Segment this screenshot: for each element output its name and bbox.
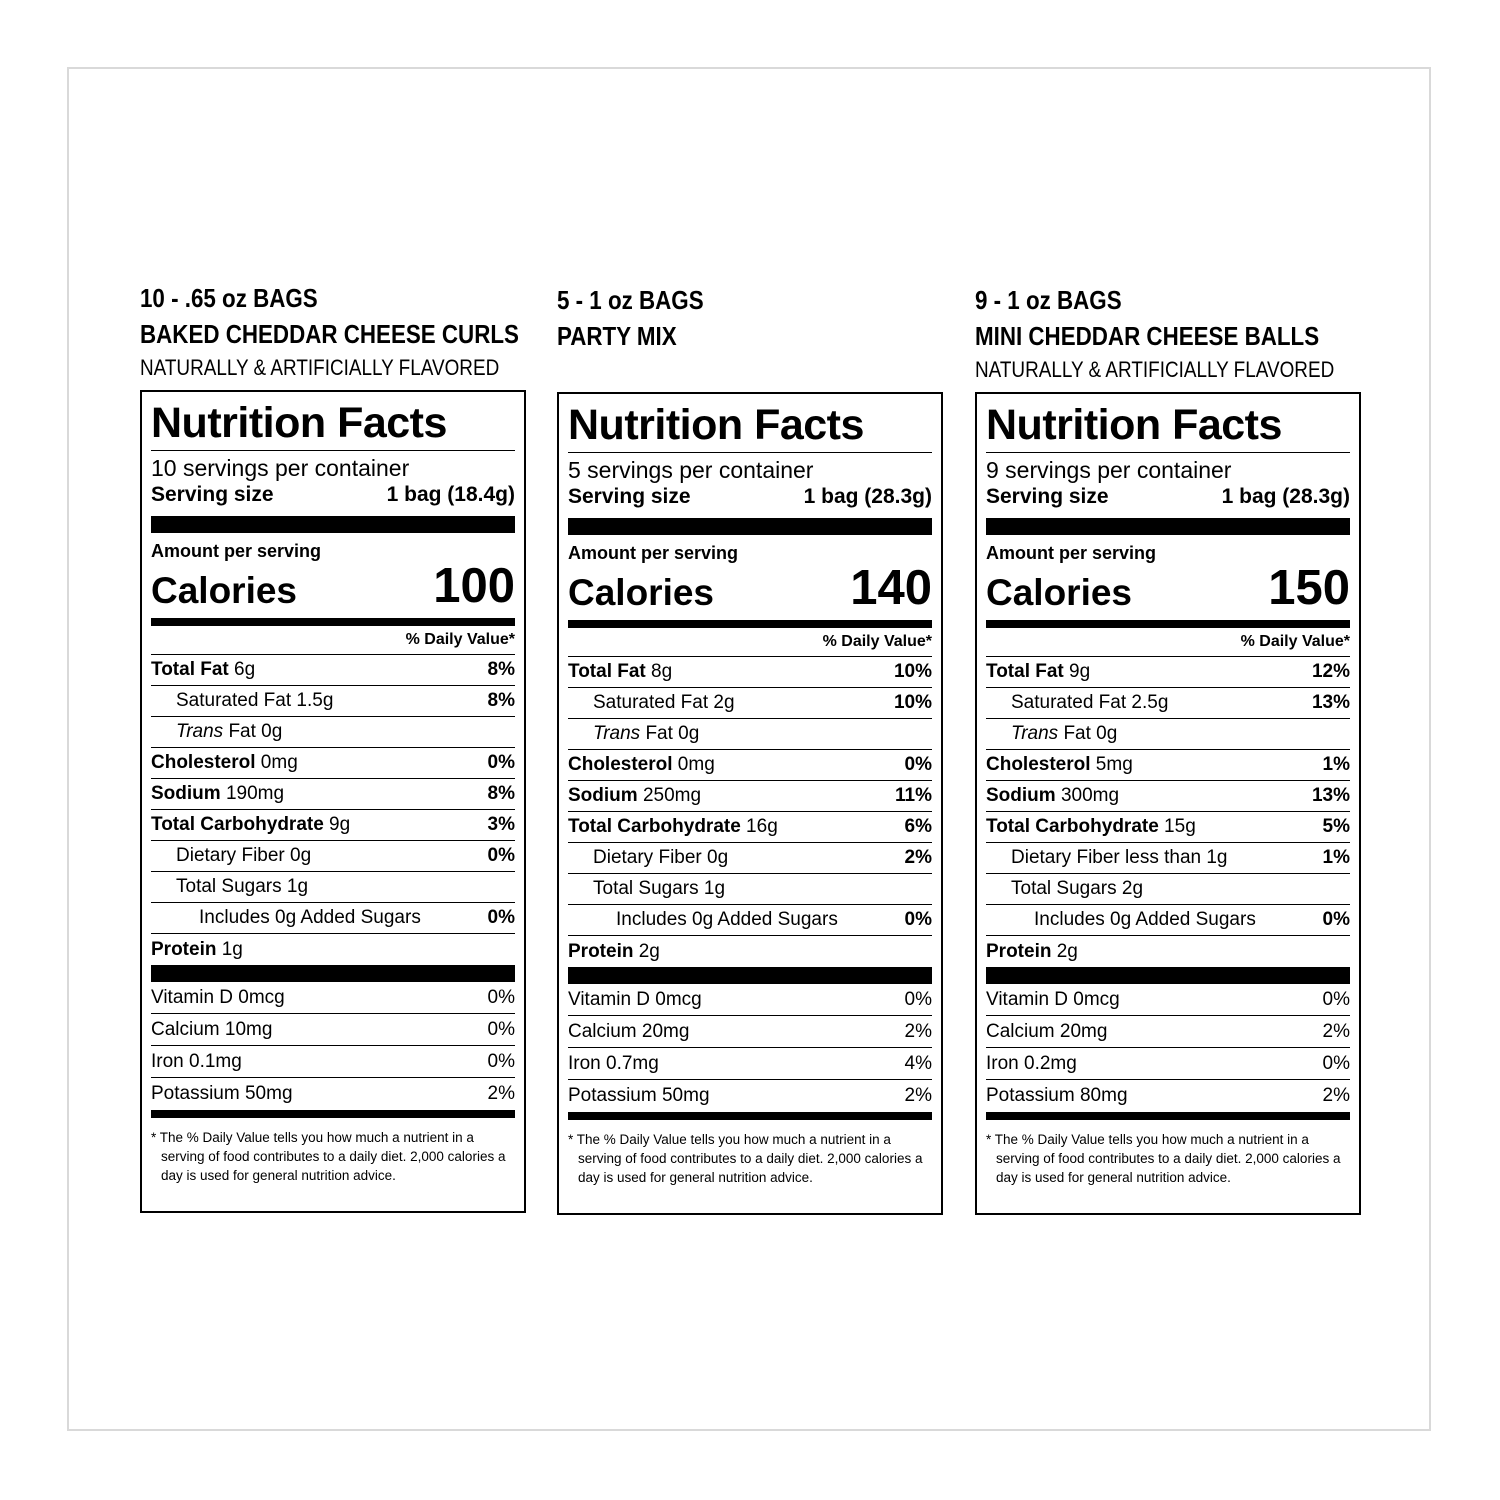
nutrient-amount: Fat 0g [223, 721, 283, 742]
nutrient-row-saturated-fat [986, 688, 1350, 719]
serving-size-row [151, 482, 515, 508]
flavor-note: NATURALLY & ARTIFICIALLY FLAVORED [140, 355, 500, 380]
nutrient-italic: Trans [1011, 723, 1059, 744]
nutrient-row-dietary-fiber [986, 843, 1350, 874]
vitamin-percent: 2% [1322, 1085, 1350, 1106]
nutrient-percent: 8% [487, 783, 515, 804]
nutrient-name [151, 939, 243, 961]
vitamin-name: Iron 0.2mg [986, 1052, 1077, 1074]
nutrient-name [1011, 847, 1228, 869]
calories-value: 150 [1268, 561, 1350, 615]
vitamin-name: Vitamin D 0mcg [151, 986, 285, 1008]
vitamin-row-potassium [986, 1080, 1350, 1112]
nutrient-amount: 0mg [672, 754, 715, 775]
nutrient-name [176, 876, 308, 898]
nutrient-italic: Trans [593, 723, 641, 744]
nutrient-amount: Saturated Fat 1.5g [176, 690, 334, 711]
vitamin-percent: 2% [1322, 1020, 1350, 1042]
vitamin-row-vitamin-d [151, 982, 515, 1014]
nutrient-row-trans-fat [986, 719, 1350, 750]
serving-size-value: 1 bag (28.3g) [1221, 485, 1350, 508]
vitamin-percent: 0% [1322, 988, 1350, 1010]
vitamin-name: Vitamin D 0mcg [986, 988, 1120, 1010]
vitamin-name: Vitamin D 0mcg [568, 988, 702, 1010]
nutrient-amount: 300mg [1055, 785, 1120, 806]
divider [151, 450, 515, 451]
medium-divider [151, 618, 515, 626]
vitamin-percent: 0% [487, 1018, 515, 1040]
nutrition-label [140, 390, 526, 1213]
nutrient-row-cholesterol [986, 750, 1350, 781]
nutrient-amount: Dietary Fiber 0g [593, 847, 729, 868]
nutrient-row-dietary-fiber [568, 843, 932, 874]
nutrient-name [568, 816, 778, 838]
bag-count: 9 - 1 oz BAGS [975, 285, 1122, 315]
vitamin-row-vitamin-d [986, 984, 1350, 1016]
vitamin-name: Iron 0.1mg [151, 1050, 242, 1072]
nutrient-row-total-sugars [151, 872, 515, 903]
product-name: BAKED CHEDDAR CHEESE CURLS [140, 319, 519, 349]
nutrient-percent: 8% [487, 690, 515, 711]
divider [568, 452, 932, 453]
vitamin-row-calcium [568, 1016, 932, 1048]
vitamin-name: Potassium 80mg [986, 1085, 1128, 1106]
nutrient-row-added-sugars [568, 905, 932, 936]
product-cheese-curls [140, 280, 540, 1183]
nutrient-name [568, 661, 672, 683]
vitamin-percent: 0% [904, 988, 932, 1010]
nutrient-name [986, 785, 1119, 807]
nutrient-bold: Total Carbohydrate [568, 816, 741, 837]
nutrient-name [568, 785, 701, 807]
nutrient-percent: 0% [487, 845, 515, 866]
nutrient-percent: 13% [1311, 785, 1350, 806]
vitamin-percent: 0% [487, 1050, 515, 1072]
flavor-note: NATURALLY & ARTIFICIALLY FLAVORED [975, 357, 1335, 382]
nutrient-percent: 5% [1322, 816, 1350, 837]
product-name: PARTY MIX [557, 321, 677, 351]
nutrient-name [151, 752, 298, 774]
bag-count: 10 - .65 oz BAGS [140, 283, 318, 313]
nutrient-row-total-fat [151, 655, 515, 686]
nutrient-percent: 2% [904, 847, 932, 868]
nutrient-row-total-sugars [986, 874, 1350, 905]
nutrient-percent: 1% [1322, 847, 1350, 868]
nutrient-amount: 9g [323, 814, 351, 835]
divider [986, 452, 1350, 453]
nutrient-row-total-sugars [568, 874, 932, 905]
nutrient-row-total-fat [568, 657, 932, 688]
calories-label: Calories [151, 570, 298, 611]
nutrient-name [593, 692, 735, 714]
nutrition-facts-title: Nutrition Facts [151, 399, 447, 447]
vitamin-row-vitamin-d [568, 984, 932, 1016]
nutrition-facts-title: Nutrition Facts [986, 401, 1282, 449]
daily-value-header: % Daily Value* [986, 628, 1350, 657]
nutrient-amount: Total Sugars 2g [1011, 878, 1144, 899]
bag-count: 5 - 1 oz BAGS [557, 285, 704, 315]
nutrient-name [986, 816, 1196, 838]
nutrient-name [593, 847, 728, 869]
nutrient-row-saturated-fat [151, 686, 515, 717]
nutrient-name [199, 907, 421, 929]
nutrient-bold: Total Fat [568, 661, 646, 682]
nutrient-percent: 11% [895, 785, 932, 806]
vitamin-percent: 2% [904, 1020, 932, 1042]
serving-size-value: 1 bag (18.4g) [386, 483, 515, 506]
nutrient-percent: 10% [893, 692, 932, 713]
nutrient-name [176, 845, 311, 867]
medium-divider [151, 1110, 515, 1118]
thick-divider [568, 967, 932, 984]
nutrient-percent: 8% [487, 659, 515, 680]
nutrient-bold: Sodium [986, 785, 1056, 806]
nutrient-name [986, 754, 1133, 776]
vitamin-name: Calcium 20mg [568, 1020, 690, 1042]
nutrient-percent: 12% [1311, 661, 1350, 682]
nutrient-name [151, 659, 255, 681]
nutrient-amount: 250mg [637, 785, 702, 806]
nutrient-name [176, 690, 333, 712]
nutrient-percent: 0% [487, 907, 515, 928]
medium-divider [986, 1112, 1350, 1120]
vitamin-name: Calcium 20mg [986, 1020, 1108, 1042]
nutrient-amount: 15g [1158, 816, 1196, 837]
serving-size-row [568, 484, 932, 510]
nutrient-bold: Protein [151, 938, 217, 960]
nutrient-amount: 8g [645, 661, 673, 682]
vitamin-percent: 0% [1322, 1052, 1350, 1074]
nutrient-amount: Includes 0g Added Sugars [616, 909, 838, 930]
nutrient-amount: 5mg [1090, 754, 1133, 775]
daily-value-header: % Daily Value* [568, 628, 932, 657]
nutrient-row-protein [986, 936, 1350, 967]
vitamin-row-iron [151, 1046, 515, 1078]
vitamin-percent: 2% [487, 1083, 515, 1104]
flavor-note [557, 354, 901, 386]
thick-divider [151, 965, 515, 982]
nutrient-row-sodium [568, 781, 932, 812]
nutrient-row-total-carbohydrate [986, 812, 1350, 843]
calories-label: Calories [986, 572, 1133, 613]
nutrient-italic: Trans [176, 721, 224, 742]
nutrient-name [1011, 723, 1117, 745]
nutrient-bold: Sodium [151, 783, 221, 804]
nutrient-amount: 2g [633, 940, 660, 962]
nutrient-percent: 6% [904, 816, 932, 837]
nutrition-label [975, 392, 1361, 1215]
nutrient-percent: 0% [904, 754, 932, 775]
nutrient-row-trans-fat [568, 719, 932, 750]
amount-per-serving: Amount per serving [151, 541, 322, 561]
nutrient-row-protein [568, 936, 932, 967]
nutrient-amount: Fat 0g [1058, 723, 1118, 744]
nutrient-name [1034, 909, 1256, 931]
nutrient-bold: Total Carbohydrate [151, 814, 324, 835]
nutrient-row-dietary-fiber [151, 841, 515, 872]
thick-divider [151, 516, 515, 533]
nutrient-name [1011, 692, 1168, 714]
servings-per-container: 10 servings per container [151, 455, 410, 481]
nutrient-amount: 16g [740, 816, 778, 837]
daily-value-header: % Daily Value* [151, 626, 515, 655]
serving-size-row [986, 484, 1350, 510]
nutrient-bold: Sodium [568, 785, 638, 806]
nutrient-name [568, 941, 660, 963]
nutrient-bold: Total Carbohydrate [986, 816, 1159, 837]
nutrient-row-added-sugars [151, 903, 515, 934]
nutrient-name [593, 878, 725, 900]
nutrient-name [986, 941, 1078, 963]
nutrient-percent: 3% [487, 814, 515, 835]
vitamin-percent: 0% [487, 986, 515, 1008]
nutrient-bold: Cholesterol [151, 752, 256, 773]
nutrition-label [557, 392, 943, 1215]
calories-label: Calories [568, 572, 715, 613]
vitamin-percent: 2% [904, 1085, 932, 1106]
nutrient-bold: Protein [568, 940, 634, 962]
nutrient-name [151, 814, 350, 836]
nutrient-percent: 0% [487, 752, 515, 773]
nutrient-name [1011, 878, 1143, 900]
nutrient-name [616, 909, 838, 931]
nutrient-row-total-carbohydrate [568, 812, 932, 843]
nutrient-amount: 6g [228, 659, 256, 680]
thick-divider [986, 967, 1350, 984]
medium-divider [568, 620, 932, 628]
nutrient-row-protein [151, 934, 515, 965]
nutrient-amount: Dietary Fiber 0g [176, 845, 312, 866]
servings-per-container: 9 servings per container [986, 457, 1232, 483]
nutrient-amount: 9g [1063, 661, 1091, 682]
serving-size-value: 1 bag (28.3g) [803, 485, 932, 508]
medium-divider [568, 1112, 932, 1120]
nutrient-amount: Dietary Fiber less than 1g [1011, 847, 1228, 868]
nutrient-row-sodium [151, 779, 515, 810]
nutrient-row-cholesterol [151, 748, 515, 779]
vitamin-name: Calcium 10mg [151, 1018, 273, 1040]
vitamin-percent: 4% [904, 1052, 932, 1074]
nutrient-percent: 1% [1322, 754, 1350, 775]
medium-divider [986, 620, 1350, 628]
vitamin-row-calcium [151, 1014, 515, 1046]
nutrient-amount: Total Sugars 1g [593, 878, 726, 899]
nutrient-name [151, 783, 284, 805]
nutrient-bold: Cholesterol [986, 754, 1091, 775]
nutrient-amount: 1g [216, 938, 243, 960]
nutrient-amount: Saturated Fat 2g [593, 692, 735, 713]
nutrient-row-total-fat [986, 657, 1350, 688]
vitamin-row-calcium [986, 1016, 1350, 1048]
vitamin-row-potassium [151, 1078, 515, 1110]
nutrient-bold: Total Fat [986, 661, 1064, 682]
nutrient-amount: 2g [1051, 940, 1078, 962]
nutrient-amount: Saturated Fat 2.5g [1011, 692, 1169, 713]
nutrient-percent: 13% [1311, 692, 1350, 713]
nutrition-facts-title: Nutrition Facts [568, 401, 864, 449]
nutrient-amount: 190mg [220, 783, 285, 804]
calories-row [986, 561, 1350, 615]
product-name: MINI CHEDDAR CHEESE BALLS [975, 321, 1320, 351]
vitamin-name: Iron 0.7mg [568, 1052, 659, 1074]
nutrient-name [986, 661, 1090, 683]
nutrient-bold: Cholesterol [568, 754, 673, 775]
nutrient-amount: Includes 0g Added Sugars [199, 907, 421, 928]
nutrient-bold: Protein [986, 940, 1052, 962]
servings-per-container: 5 servings per container [568, 457, 814, 483]
daily-value-footnote: * The % Daily Value tells you how much a nutrient in a serving of food contributes to a daily diet. 2,000 calories a day is used for general nutrition advice. [986, 1132, 1341, 1185]
daily-value-footnote: * The % Daily Value tells you how much a nutrient in a serving of food contributes to a daily diet. 2,000 calories a day is used for general nutrition advice. [568, 1132, 923, 1185]
nutrient-name [568, 754, 715, 776]
calories-value: 100 [433, 559, 515, 613]
nutrient-name [176, 721, 282, 743]
nutrient-row-saturated-fat [568, 688, 932, 719]
product-cheese-balls [975, 282, 1375, 1185]
nutrient-percent: 0% [1322, 909, 1350, 930]
nutrient-row-cholesterol [568, 750, 932, 781]
nutrient-bold: Total Fat [151, 659, 229, 680]
amount-per-serving: Amount per serving [986, 543, 1157, 563]
calories-value: 140 [850, 561, 932, 615]
serving-size-label: Serving size [568, 485, 691, 508]
vitamin-name: Potassium 50mg [568, 1085, 710, 1106]
vitamin-row-potassium [568, 1080, 932, 1112]
nutrient-amount: Fat 0g [640, 723, 700, 744]
nutrient-row-sodium [986, 781, 1350, 812]
nutrient-amount: Total Sugars 1g [176, 876, 309, 897]
serving-size-label: Serving size [151, 483, 274, 506]
nutrient-percent: 0% [904, 909, 932, 930]
nutrient-percent: 10% [893, 661, 932, 682]
daily-value-footnote: * The % Daily Value tells you how much a nutrient in a serving of food contributes to a daily diet. 2,000 calories a day is used for general nutrition advice. [151, 1130, 506, 1183]
calories-row [568, 561, 932, 615]
vitamin-row-iron [568, 1048, 932, 1080]
product-party-mix [557, 282, 957, 1185]
vitamin-name: Potassium 50mg [151, 1083, 293, 1104]
vitamin-row-iron [986, 1048, 1350, 1080]
serving-size-label: Serving size [986, 485, 1109, 508]
calories-row [151, 559, 515, 613]
nutrient-row-added-sugars [986, 905, 1350, 936]
nutrient-row-trans-fat [151, 717, 515, 748]
thick-divider [568, 518, 932, 535]
nutrient-name [593, 723, 699, 745]
nutrient-row-total-carbohydrate [151, 810, 515, 841]
nutrient-amount: 0mg [255, 752, 298, 773]
amount-per-serving: Amount per serving [568, 543, 739, 563]
nutrient-amount: Includes 0g Added Sugars [1034, 909, 1256, 930]
thick-divider [986, 518, 1350, 535]
